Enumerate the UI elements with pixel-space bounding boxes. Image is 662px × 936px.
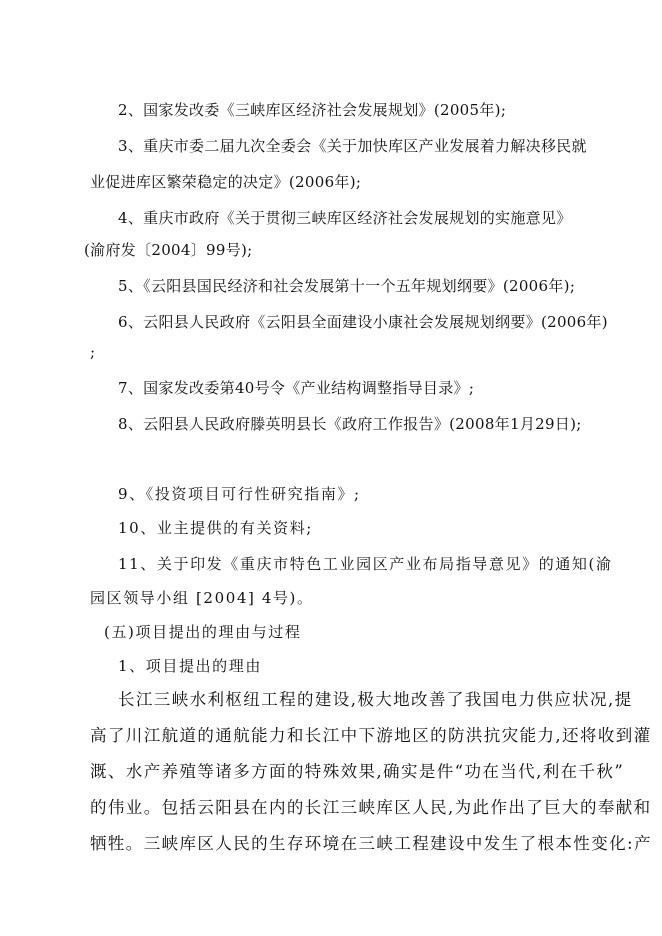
reference-item-4-continued: (渝府发〔2004〕99号); [84,241,253,259]
paragraph-line-1: 长江三峡水利枢纽工程的建设,极大地改善了我国电力供应状况,提 [118,690,633,709]
reference-item-2: 2、国家发改委《三峡库区经济社会发展规划》(2005年); [118,101,507,119]
reference-item-4: 4、重庆市政府《关于贯彻三峡库区经济社会发展规划的实施意见》 [118,209,572,227]
reference-item-3-continued: 业促进库区繁荣稳定的决定》(2006年); [90,173,362,191]
paragraph-line-2: 高了川江航道的通航能力和长江中下游地区的防洪抗灾能力,还将收到灌 [90,726,652,745]
sub-heading: 1、项目提出的理由 [118,657,262,675]
reference-item-6: 6、云阳县人民政府《云阳县全面建设小康社会发展规划纲要》(2006年) [118,313,608,331]
reference-item-9: 9、《投资项目可行性研究指南》; [118,485,361,503]
reference-item-7: 7、国家发改委第40号令《产业结构调整指导目录》; [118,379,475,397]
reference-item-11-continued: 园区领导小组 [2004] 4号)。 [90,589,314,607]
paragraph-line-3: 溉、水产养殖等诸多方面的特殊效果,确实是件“功在当代,利在千秋” [90,762,625,781]
section-heading: (五)项目提出的理由与过程 [104,623,302,641]
paragraph-line-5: 牺牲。三峡库区人民的生存环境在三峡工程建设中发生了根本性变化:产 [90,834,652,853]
reference-item-5: 5、《云阳县国民经济和社会发展第十一个五年规划纲要》(2006年); [118,277,576,295]
reference-item-3: 3、重庆市委二届九次全委会《关于加快库区产业发展着力解决移民就 [118,137,587,155]
paragraph-line-4: 的伟业。包括云阳县在内的长江三峡库区人民,为此作出了巨大的奉献和 [90,798,652,817]
reference-item-11: 11、关于印发《重庆市特色工业园区产业布局指导意见》的通知(渝 [118,555,613,573]
reference-item-10: 10、业主提供的有关资料; [118,519,313,537]
reference-item-6-continued: ; [90,343,96,361]
reference-item-8: 8、云阳县人民政府滕英明县长《政府工作报告》(2008年1月29日); [118,415,582,433]
